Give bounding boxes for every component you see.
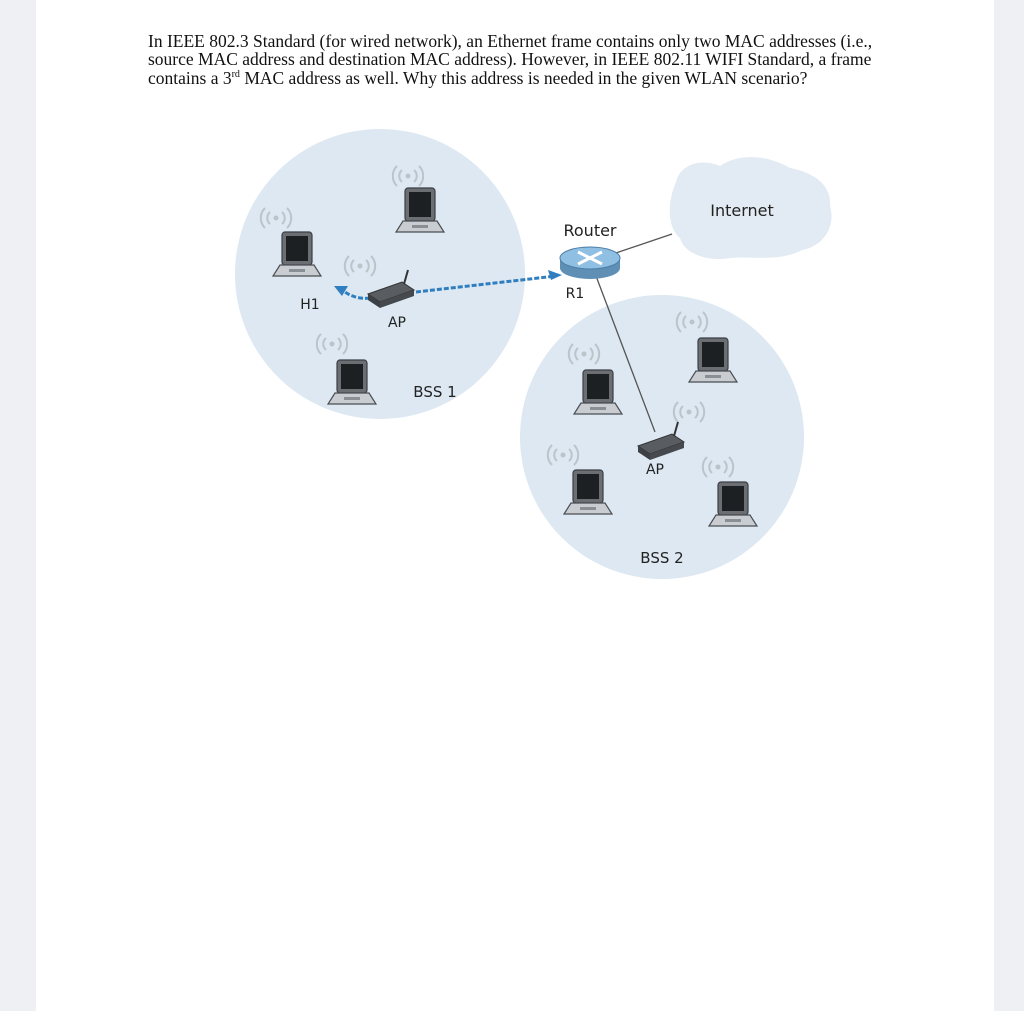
host-h1-label: H1: [300, 297, 320, 313]
ap1-label: AP: [387, 315, 407, 331]
question-part-2: MAC address as well. Why this address is needed in the given WLAN scenario?: [239, 67, 808, 88]
router-label: Router: [563, 221, 617, 240]
question-part-1: In IEEE 802.3 Standard (for wired network), an Ethernet frame contains only two MAC addresses (i.e., source MAC address and destination MAC address). However, in IEEE 802.11 WIFI Standard, a frame contains a 3: [148, 30, 873, 88]
bss2-label: BSS 2: [640, 549, 684, 567]
arrowhead-right-icon: [548, 270, 562, 280]
router-icon: [560, 247, 620, 279]
ap2-label: AP: [645, 462, 665, 478]
bss1-label: BSS 1: [413, 383, 457, 401]
router-id-label: R1: [565, 286, 585, 302]
internet-label: Internet: [710, 201, 774, 220]
ordinal-superscript: rd: [231, 68, 240, 80]
